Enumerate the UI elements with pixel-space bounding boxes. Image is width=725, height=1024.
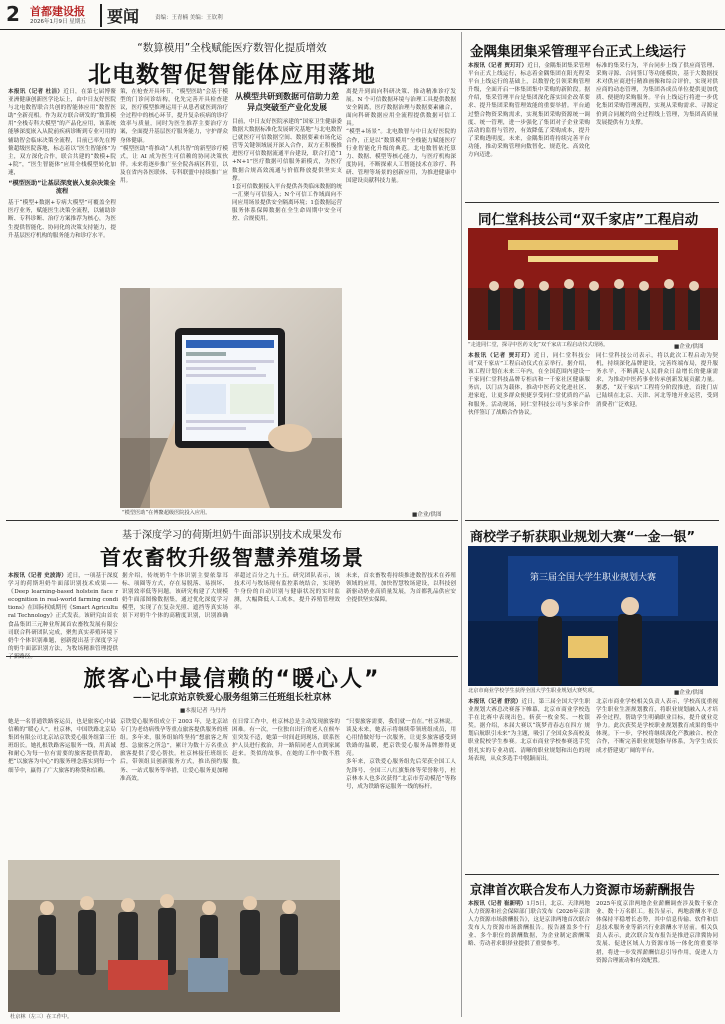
top-story-kicker: “数算模用”全栈赋能医疗数智化提质增效 <box>137 42 327 54</box>
procurement-col-2 <box>596 62 718 196</box>
byline-lead: 本报讯（记者 崔新明） <box>468 901 527 907</box>
hr-headline: 京津首次联合发布人力资源市场薪酬报告 <box>470 882 696 897</box>
paragraph: 近日，一项基于深度学习的荷斯坦奶牛面部识别技术成果——《Deep learning-based holstein face recognition in real-world farming conditions》在国际权威期刊《Smart Agricultural Technology》正式发表。该研究由首农食品集团三元种业所属首农畜牧发展有限公司联合科研团队完成，聚焦真实养殖环境下奶牛个体识别难题，创新提出基于深度学习的奶牛面部识别方法，为牧场精准管理提供了新路径。 <box>8 573 118 660</box>
paragraph: 她是一名普通铁路客运员，也是旅客心中最信赖的“暖心人”。杜京林，中国铁路北京局集团有限公司北京站京铁爱心服务组第三任班组长。她扎根铁路客运服务一线，用真诚和耐心为每一位有需要的旅客提供帮助，把“以旅客为中心”的服务理念落实到每一个细节中，赢得了广大旅客的称赞和信赖。 <box>8 719 116 774</box>
paragraph: “只要旅客需要，我们就一直在。”杜京林说。谈及未来，她表示将继续带领班组成员，用心用情做好每一次服务，让更多旅客感受到铁路的温暖，把京铁爱心服务品牌擦得更亮。 <box>346 719 456 758</box>
railway-photo-illustration <box>8 860 340 1012</box>
award-photo-illustration <box>468 546 718 686</box>
section-divider <box>465 202 719 203</box>
railway-headline: 旅客心中最信赖的“暖心人” <box>83 667 381 692</box>
railway-byline: ■本报记者 马丹丹 <box>180 708 227 714</box>
paragraph: 目前，中日友好医院承建的“国家卫生健康委数据大数据标准化发展研究基地”与北电数智已就医疗可信数据空间、数据要素市场化运营等关键领域展开深入合作，双方正积极推进医疗可信数据流通平台建设，联合打造“1+N+1”医疗数据可信服务新模式，为医疗数据合规高效流通与价值释放提供坚实支撑。 <box>232 119 342 182</box>
paragraph: 1月5日，北京、天津两地人力资源和社会保障部门联合发布《2026年京津人力资源市场薪酬报告》，这是京津两地首次联合发布人力资源市场薪酬报告。报告涵盖多个行业、多个职位的薪酬数据，为企业制定薪酬策略、劳动者求职择业提供了重要参考。 <box>468 901 591 948</box>
paragraph: 2025年度京津两地企业薪酬调查涉及数千家企业、数十万名职工。报告显示，两地薪酬水平总体保持平稳增长态势，其中信息传输、软件和信息技术服务业等新兴行业薪酬水平居前。相关负责人表示，此次联合发布报告是推进京津冀协同发展、促进区域人力资源市场一体化的重要举措，将进一步发挥薪酬信息引导作用，促进人力资源合理流动和有效配置。 <box>596 901 718 964</box>
tablet-photo-illustration <box>120 288 342 508</box>
ceremony-photo-illustration <box>468 228 718 340</box>
paragraph: 京铁爱心服务组成立于 2003 年，是北京站专门为老幼病残孕等重点旅客提供服务的班组。多年来，服务组始终坚持“想旅客之所想、急旅客之所急”，累计为数十万名重点旅客提供了爱心帮扶。杜京林接任班组长后，带领组员创新服务方式，推出预约服务、一站式服务等举措，让爱心服务更加精准高效。 <box>120 719 228 782</box>
tongrentang-photo-caption: “走进同仁堂，探寻中医药文化”双千家店工程启动仪式现场。 <box>468 342 609 348</box>
school-photo-credit: ■企业/供图 <box>674 690 704 696</box>
paragraph: 基于“模型+数据+专病大模型”可覆盖全程医疗业务，赋能医生决策全流程，以辅助诊断、专科诊断、治疗方案推荐为核心，为医生提供智能化、协同化的决策支持能力，提升基层医疗机构的服务能力和诊疗水平。 <box>8 200 116 239</box>
agriculture-col-2 <box>122 572 340 652</box>
railway-subtitle: ——记北京站京铁爱心服务组第三任班组长杜京林 <box>132 693 331 703</box>
railway-col-2 <box>120 718 228 856</box>
paragraph: 在日常工作中，杜京林总是主动发现旅客的困难。有一次，一位独自出行的老人在候车室突发不适，她第一时间赶到现场，联系医护人员进行救治，并一路陪同老人直到家属赶来。类似的故事，在她的工作中数不胜数。 <box>232 719 340 766</box>
tongrentang-photo-credit: ■企业/供图 <box>674 344 704 350</box>
byline-lead: 本报讯（记者 贾玎玎） <box>468 63 528 69</box>
paragraph: 同仁堂科技公司表示，将以此次工程启动为契机，持续深化品牌建设，完善终端布局，提升服务水平，不断满足人民群众日益增长的健康需求，为推动中医药事业传承创新发展贡献力量。据悉，“双千家店”工程将分阶段推进，首批门店已陆续在北京、天津、河北等地开业运营，受到消费者广泛欢迎。 <box>596 353 718 408</box>
top-story-photo-caption: “模型医助”在博鳌超级医院投入应用。 <box>122 510 211 516</box>
masthead <box>0 0 725 30</box>
tongrentang-col-2 <box>596 352 718 516</box>
paragraph: 近日，金隅集团集采管理平台正式上线运行，标志着金隅集团在阳光程采平台上线运行的基础上，以数智化引领采购管理升级，全面开启一体集团集中采购的新阶段。据介绍，集采管理平台是集团深化落实国企改革要求、提升集团采购管理效能的重要举措。平台通过整合物资采购需求，实现集团采购资源统一调度、统一管理，进一步强化了集团对子企业采购活动的监督与管控，有效降低了采购成本，提升了采购透明度。未来，金隅集团将持续完善平台功能，推动采购管理向数智化、规范化、高效化方向迈进。 <box>468 63 590 159</box>
paragraph: 北京市商业学校相关负责人表示，学校高度重视学生职业生涯规划教育，将职业规划融入人才培养全过程，帮助学生明确职业目标，提升就业竞争力。此次获奖是学校职业规划教育成果的集中体现。下一步，学校将继续深化产教融合、校企合作，不断完善职业规划指导体系，为学生成长成才搭建更广阔的平台。 <box>596 699 718 754</box>
railway-col-4 <box>346 718 456 1014</box>
section-divider <box>6 520 458 521</box>
top-story-col-3 <box>232 118 342 268</box>
top-story-photo <box>120 288 342 508</box>
railway-photo-caption: 杜京林（左三）在工作中。 <box>10 1014 73 1020</box>
editors-credit: 责编：王青楠 美编：王钦利 <box>155 15 223 21</box>
agriculture-kicker: 基于深度学习的荷斯坦奶牛面部识别技术成果发布 <box>122 530 342 541</box>
procurement-headline: 金隅集团集采管理平台正式上线运行 <box>470 44 686 60</box>
top-story-photo-credit: ■企业/供图 <box>412 512 442 518</box>
paragraph: 未来，首农畜牧将持续推进数智技术在养殖领域的应用，加快智慧牧场建设，以科技创新驱动奶业高质量发展，为首都乳品供应安全提供坚实保障。 <box>346 573 456 604</box>
hr-col-2 <box>596 900 718 1018</box>
section-name: 要闻 <box>100 4 139 27</box>
byline-lead: 本报讯（记者 贾玎玎） <box>468 353 534 359</box>
school-headline: 商校学子斩获职业规划大赛“一金一银” <box>470 530 696 545</box>
railway-photo <box>8 860 340 1012</box>
paragraph: 近日，在第七届博鳌亚洲健康创新医学论坛上，由中日友好医院与北电数智联合共创的智能体应用“数智医助”全新亮相。作为双方联合研发的“数算模用”全栈专科大模型“的产品化应用，该系统能够深度嵌入从院前疾病诊断到专业可用的辅助智会临床决策全流程，目前已率先在博鳌超级医院落地，标志着以“医生智能体”为主，双方深化合作，联合共建的“数模+院+院”，“医生智能体”应用全栈模型转化加速， <box>8 89 116 176</box>
top-story-col-1 <box>8 88 116 286</box>
section-divider <box>6 656 458 657</box>
hr-col-1 <box>468 900 590 1018</box>
top-story-col-4 <box>346 88 456 508</box>
issue-date: 2026年1月9日 星期五 <box>30 19 86 25</box>
inline-subhead: “模型医助”让基层深度嵌入复杂决策全流程 <box>8 180 116 196</box>
paragraph: 近日，同仁堂科技公司“双千家店”工程启动仪式在京举行。据介绍，该工程计划在未来三年内，在全国范围内建设一千家同仁堂科技品牌专柜店和一千家社区健康服务店，以门店为载体，推动中医药文化进社区、进家庭，让更多群众便捷享受同仁堂优质的产品和服务。活动现场，同仁堂科技公司与多家合作伙伴签订了战略合作协议。 <box>468 353 590 416</box>
tongrentang-col-1 <box>468 352 590 516</box>
paragraph: “模型医助”将推动“人机共智”的新型诊疗模式，让 AI 成为医生可信赖的协同决策伙伴。未来将逐步推广至全院各病区科室，以及在省内各医联体、专科联盟中持续推广应用。 <box>120 145 228 185</box>
top-story-headline: 北电数智促智能体应用落地 <box>88 62 376 88</box>
procurement-col-1 <box>468 62 590 196</box>
school-photo-caption: 北京市商业学校学生获得全国大学生职业规划大赛奖项。 <box>468 688 598 694</box>
byline-lead: 本报讯（记者 舒浣） <box>468 699 522 705</box>
section-divider <box>465 874 719 875</box>
railway-col-1 <box>8 718 116 856</box>
paragraph: 策，在枪查开具环节，“模型医助”会基于模型的门诊问诊结构，化先完善开具检查建议，医疗模型推理运用于从患者就医到治疗全过程中的核心环节，提升复杂疾病的诊疗效率与质量，同时为医生推荐主要治疗方案，全面提升基层医疗服务能力，守护群众身体健康。 <box>120 89 228 144</box>
school-col-1 <box>468 698 590 870</box>
paper-name: 首都建设报 <box>30 5 85 18</box>
byline-lead: 本报讯（记者 杜洁） <box>8 89 64 95</box>
column-divider <box>461 32 462 1017</box>
agriculture-col-1 <box>8 572 118 660</box>
award-backdrop-text: 第三届全国大学生职业规划大赛 <box>529 573 657 583</box>
paragraph: 离提升到面向科研决策、推动精准诊疗发展。N 个可信数据环境与治理工具提供数据安全隔离，医疗数据治理与数据要素融合，面向科研数据应用全流程提供数据可信工具。 <box>346 89 456 128</box>
paragraph: 多年来，京铁爱心服务组先后荣获全国工人先锋号、全国三八红旗集体等荣誉称号，杜京林本人也多次获得“北京市劳动模范”等称号，成为铁路客运服务一线的标杆。 <box>346 759 456 790</box>
byline-lead: 本报讯（记者 史波涛） <box>8 573 67 579</box>
paragraph: 据介绍，传统奶牛个体识别主要依靠耳标、项圈等方式，存在易脱落、易损坏、识别效率低等问题。该研究构建了大规模奶牛面部图像数据集，通过优化深度学习模型，实现了在复杂光照、遮挡等真实场景下对奶牛个体的高精度识别，识别准确率超过百分之九十五。研究团队表示，该技术可与牧场现有监控系统结合，实现奶牛身份的自动识别与健康状况的实时监测，大幅降低人工成本，提升养殖管理效率。 <box>122 573 340 620</box>
agriculture-headline: 首农畜牧升级智慧养殖场景 <box>100 546 364 570</box>
school-col-2 <box>596 698 718 870</box>
tongrentang-headline: 同仁堂科技公司“双千家店”工程启动 <box>478 212 699 228</box>
railway-col-3 <box>232 718 340 856</box>
paragraph: “模型+场景”。北电数智与中日友好医院的合作，正是以“数算模用”全栈能力赋能医疗行业智能化升级的典范。北电数智依托算力、数据、模型等核心能力，与医疗机构深度协同，不断探索人工智能技术在诊疗、科研、管理等场景的创新应用，为推进健康中国建设贡献科技力量。 <box>346 129 456 185</box>
agriculture-col-3 <box>346 572 456 652</box>
paragraph: 近日，第三届全国大学生职业规划大赛总决赛落下帷幕，北京市商业学校选手在比赛中表现出色，斩获一枚金奖、一枚银奖。据介绍，本届大赛以“筑梦青春志在四方 规划启航职引未来”为主题，吸引了全国众多高校及职业院校学生参赛。北京市商业学校参赛选手凭借扎实的专业功底、清晰的职业规划和出色的现场表现，从众多选手中脱颖而出。 <box>468 699 590 762</box>
page-number: 2 <box>6 2 20 26</box>
paragraph: 标准的集采行为，平台同步上线了供应商管理、采购寻源、合同签订等功能模块，基于大数据技术对供应商进行精准画像和综合评价，实现对供应商的动态管理，为集团各成员单位提供更加优质、便捷的采购服务。平台上线运行将进一步优化集团采购管理流程，实现从采购需求、寻源定价到合同履约的全过程线上管理，为集团高质量发展提供有力支撑。 <box>596 63 718 126</box>
paragraph: 1套可信数据接入平台提供各类临床数据的统一汇聚与可信接入；N个可信工作域面向不同应用场景提供安全隔离环境；1套数据运营服务体系保障数据在全生命周期中安全可控、合规使用。 <box>232 183 342 223</box>
tongrentang-photo <box>468 228 718 340</box>
school-photo <box>468 546 718 686</box>
top-story-col-2 <box>120 88 228 248</box>
top-story-subhead: 从模型共研到数据可信助力差异点突破至产业化发展 <box>235 92 339 112</box>
section-divider <box>465 520 719 521</box>
